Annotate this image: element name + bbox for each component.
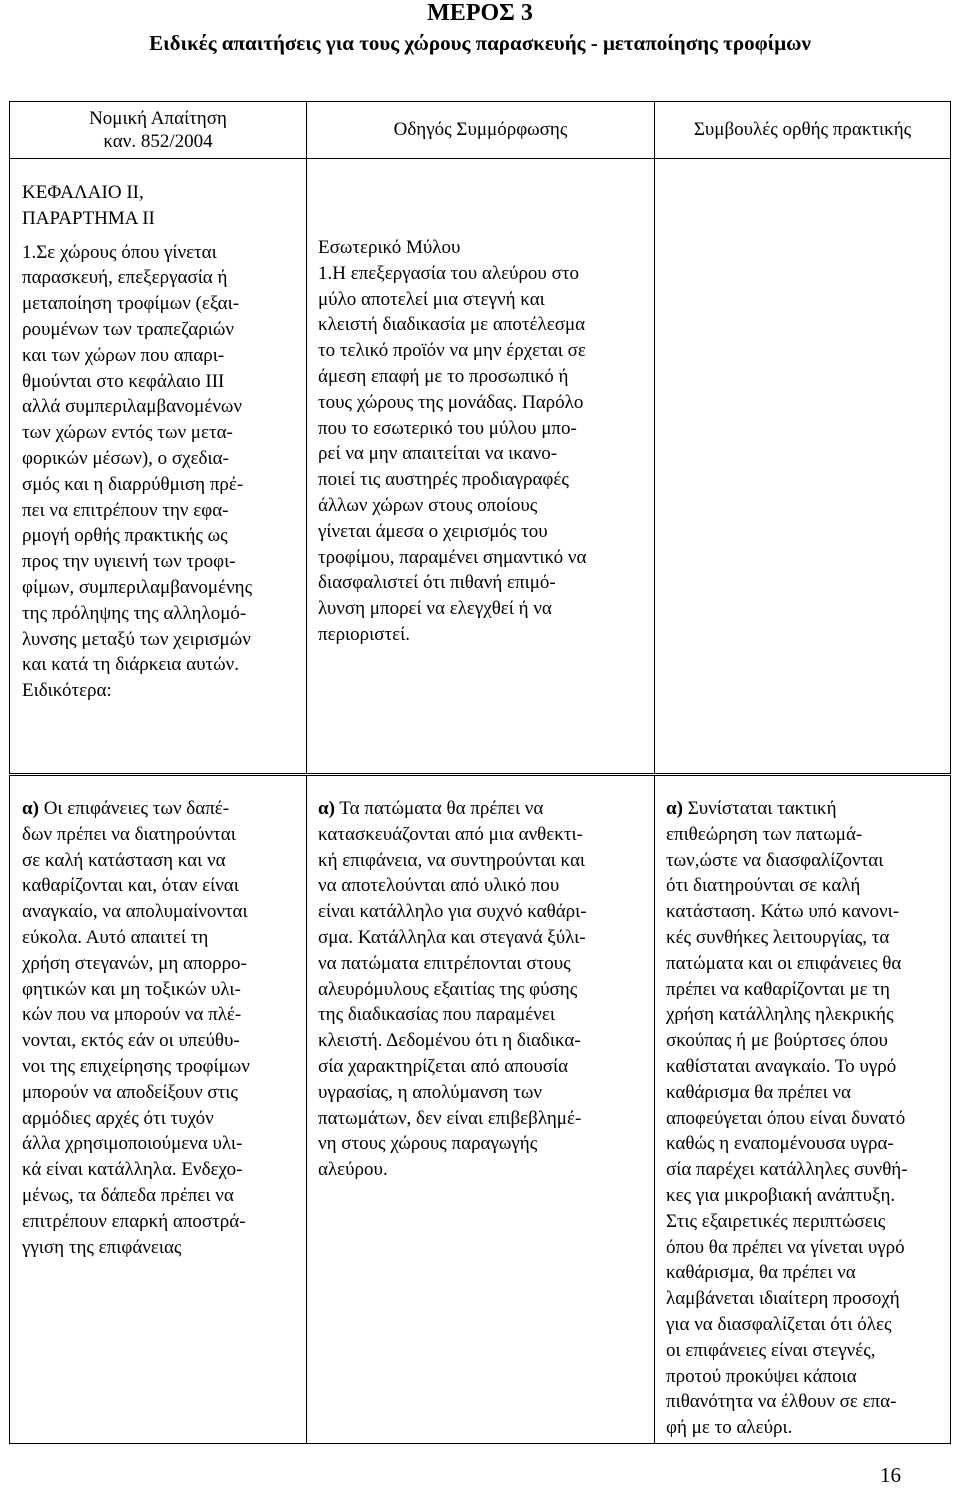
header-legal-requirement-label: Νομική Απαίτηση: [89, 108, 227, 129]
part-heading: ΜΕΡΟΣ 3: [427, 0, 533, 26]
good-practice-text: [666, 796, 941, 1441]
legal-requirement-cell: [10, 159, 307, 774]
legal-requirement-body: Οι επιφάνειες των δαπέ- δων πρέπει να διατηρούνται σε καλή κατάσταση και να καθαρίζονται και, όταν είναι αναγκαίο, να απολυμαίνονται εύκολα. Αυτό απαιτεί τη χρήση στεγανών, μη απορρο- φητικών και μη τοξικών υλι- κών που να μπορούν να πλέ- νονται, εκτός εάν οι υπεύθυ- νοι της επιχείρησης τροφίμων μπορούν να αποδείξουν στις αρμόδιες αρχές ότι τυχόν άλλα χρησιμοποιούμενα υλι- κά είναι κατάλληλα. Ενδεχο- μένως, τα δάπεδα πρέπει να επιτρέπουν επαρκή αποστρά- γγιση της επιφάνειας: [22, 798, 250, 1258]
header-regulation-label: καν. 852/2004: [103, 131, 213, 152]
guide-section-title: Εσωτερικό Μύλου: [318, 237, 461, 258]
table-header-row: [10, 102, 951, 159]
table-row: [10, 159, 951, 774]
guide-text: 1.Η επεξεργασία του αλεύρου στο μύλο αποτελεί μια στεγνή και κλειστή διαδικασία με αποτέλεσμα το τελικό προϊόν να μην έρχεται σε άμεση επαφή με το προσωπικό ή τους χώρους της μονάδας. Παρόλο που το εσωτερικό του μύλου μπο- ρεί να μην απαιτείται να ικανο- ποιεί τις αυστηρές προδιαγραφές άλλων χώρων στους οποίους γίνεται άμεσα ο χειρισμός του τροφίμου, παραμένει σημαντικό να διασφαλιστεί ότι πιθανή επιμό- λυνση μπορεί να ελεγχθεί ή να περιοριστεί.: [318, 262, 587, 645]
guide-text: [318, 796, 645, 1183]
legal-requirement-text: [22, 796, 297, 1260]
header-good-practice: Συμβουλές ορθής πρακτικής: [655, 102, 951, 159]
good-practice-cell: [655, 776, 951, 1444]
item-label: α): [318, 798, 335, 819]
legal-requirement-cell: [10, 776, 307, 1444]
compliance-guide-cell: [307, 776, 655, 1444]
header-legal-requirement: [10, 102, 307, 159]
table-row: [10, 776, 951, 1444]
requirements-table: [9, 101, 951, 774]
guide-body: Τα πατώματα θα πρέπει να κατασκευάζονται από μια ανθεκτι- κή επιφάνεια, να συντηρούνται και να αποτελούνται από υλικό που είναι κατάλληλο για συχνό καθάρι- σμα. Κατάλληλα και στεγανά ξύλι- να πατώματα επιτρέπονται στους αλευρόμυλους εξαιτίας της φύσης της διαδικασίας που παραμένει κλειστή. Δεδομένου ότι η διαδικα- σία χαρακτηρίζεται από απουσία υγρασίας, η απολύμανση των πατωμάτων, δεν είναι επιβεβλημέ- νη στους χώρους παραγωγής αλεύρου.: [318, 798, 587, 1181]
requirements-table-continued: [9, 775, 951, 1444]
legal-requirement-text: 1.Σε χώρους όπου γίνεται παρασκευή, επεξεργασία ή μεταποίηση τροφίμων (εξαι- ρουμένων των τραπεζαριών και των χώρων που απαρι- θμούνται στο κεφάλαιο ΙΙΙ αλλά συμπεριλαμβανομένων των χώρων εντός των μετα- φορικών μέσων), ο σχεδια- σμός και η διαρρύθμιση πρέ- πει να επιτρέπουν την εφα- ρμογή ορθής πρακτικής ως προς την υγιεινή των τροφι- φίμων, συμπεριλαμβανομένης της πρόληψης της αλληλομό- λυνσης μεταξύ των χειρισμών και κατά τη διάρκεια αυτών. Ειδικότερα:: [22, 241, 253, 702]
item-label: α): [22, 798, 39, 819]
good-practice-cell: [655, 159, 951, 774]
good-practice-body: Συνίσταται τακτική επιθεώρηση των πατωμά- των,ώστε να διασφαλίζονται ότι διατηρούνται σε καλή κατάσταση. Κάτω υπό κανονι- κές συνθήκες λειτουργίας, τα πατώματα και οι επιφάνειες θα πρέπει να καθαρίζονται με τη χρήση κατάλληλης ηλεκρικής σκούπας ή με βούρτσες όπου καθίσταται αναγκαίο. Το υγρό καθάρισμα θα πρέπει να αποφεύγεται όπου είναι δυνατό καθώς η εναπομένουσα υγρα- σία παρέχει κατάλληλες συνθή- κες για μικροβιακή ανάπτυξη. Στις εξαιρετικές περιπτώσεις όπου θα πρέπει να γίνεται υγρό καθάρισμα, θα πρέπει να λαμβάνεται ιδιαίτερη προσοχή για να διασφαλίζεται ότι όλες οι επιφάνειες είναι στεγνές, προτού προκύψει κάποια πιθανότητα να έλθουν σε επα- φή με το αλεύρι.: [666, 798, 908, 1439]
chapter-reference: ΚΕΦΑΛΑΙΟ ΙΙ, ΠΑΡΑΡΤΗΜΑ ΙΙ: [22, 182, 155, 229]
item-label: α): [666, 798, 683, 819]
compliance-guide-cell: [307, 159, 655, 774]
page-number: 16: [880, 1463, 901, 1487]
document-title: Ειδικές απαιτήσεις για τους χώρους παρασκευής - μεταποίησης τροφίμων: [149, 31, 811, 55]
header-compliance-guide: Οδηγός Συμμόρφωσης: [307, 102, 655, 159]
